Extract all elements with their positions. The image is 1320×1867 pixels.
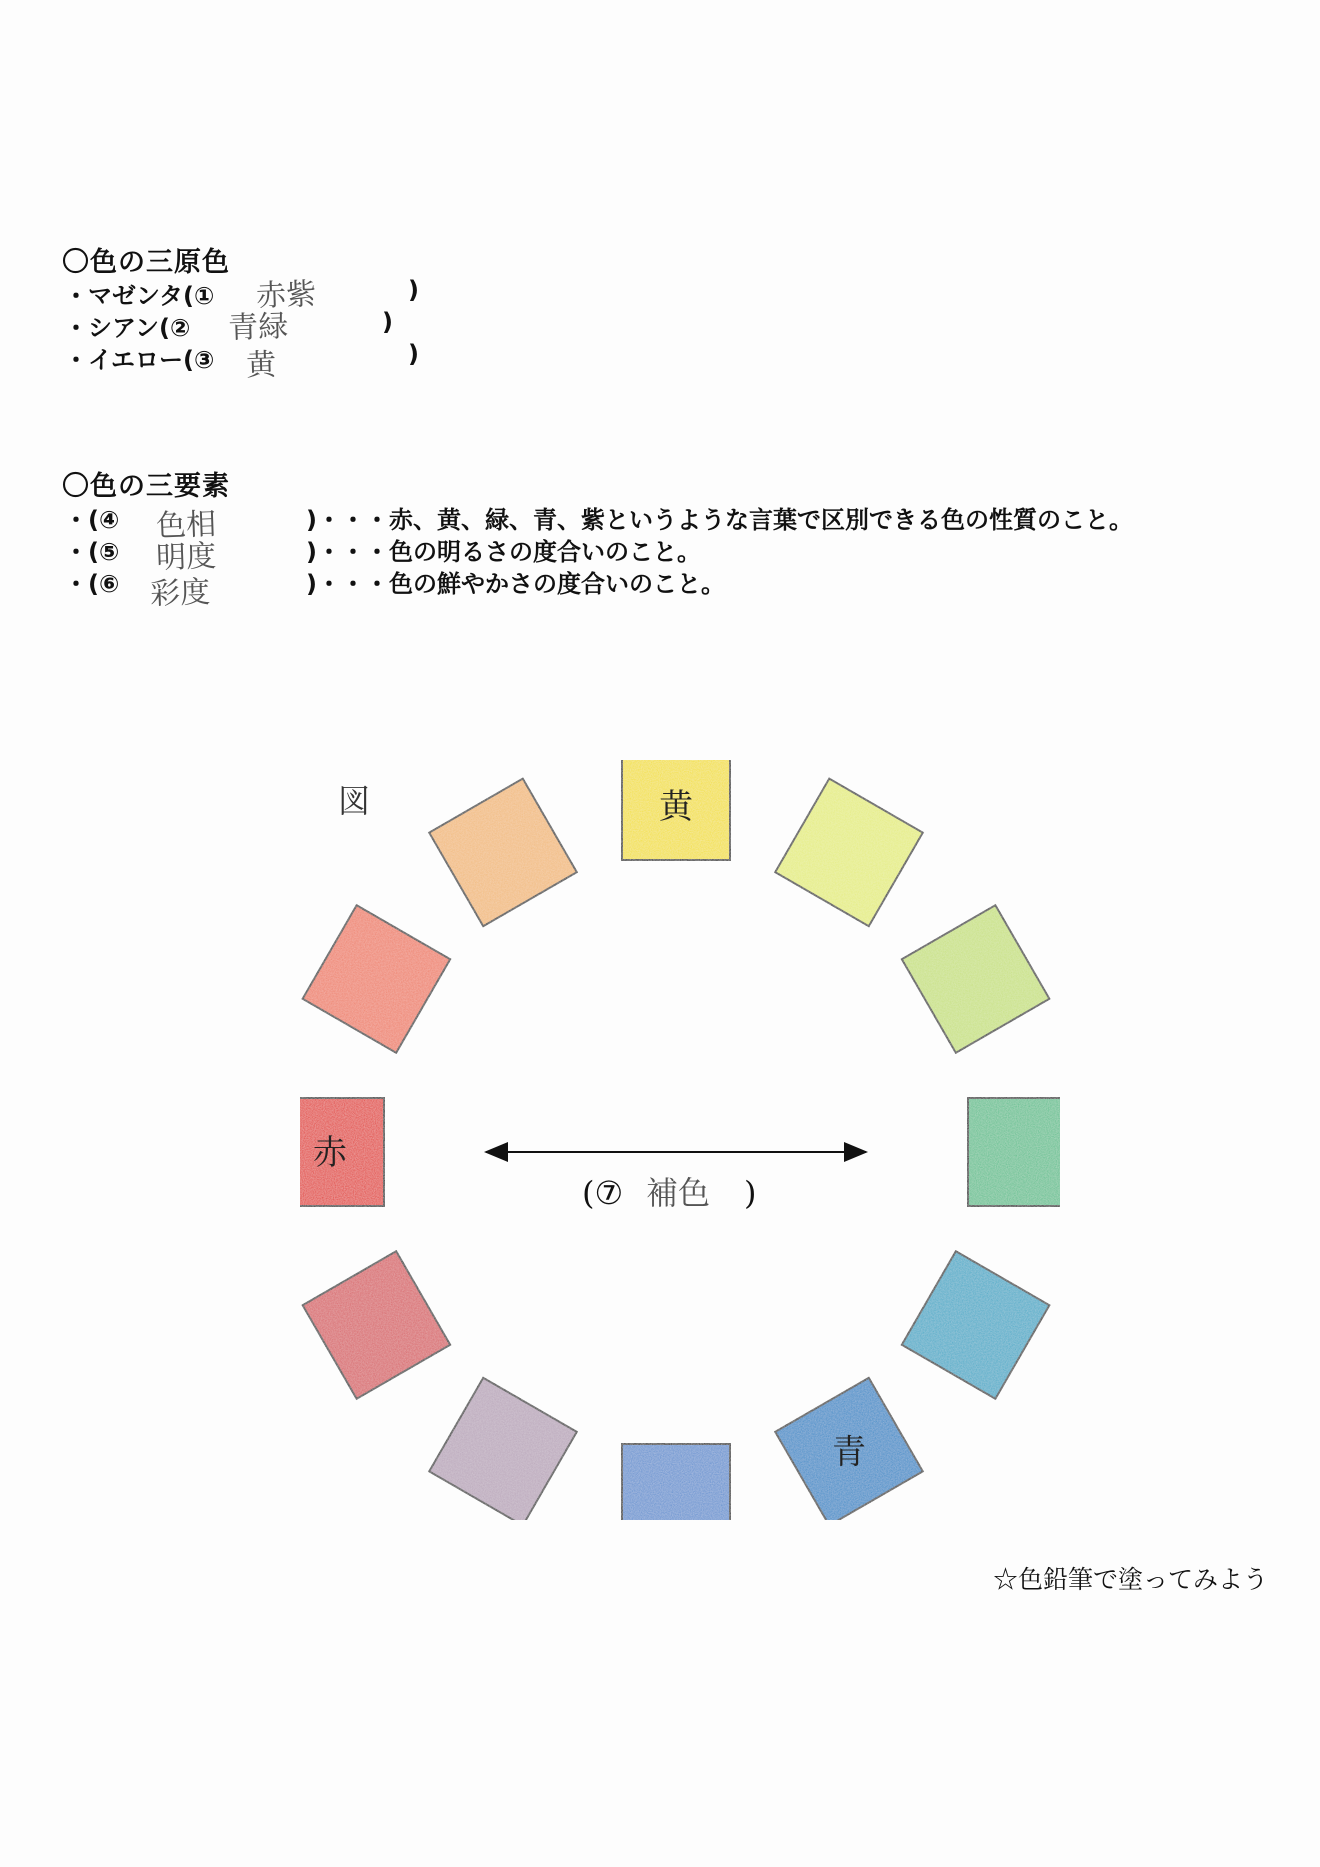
complement-answer: 補色 (646, 1174, 711, 1212)
element-item-2-definition: )・・・色の明るさの度合いのこと。 (306, 538, 701, 566)
swatch-red-orange (301, 904, 451, 1054)
swatch-yellow-label: 黄 (659, 787, 693, 827)
figure-label: 図 (338, 782, 371, 820)
swatch-yellow (621, 760, 731, 861)
primary-item-1-answer: 赤紫 (255, 276, 317, 315)
primary-item-2-close: ) (382, 308, 393, 336)
element-item-3-label: ・(⑥ (64, 570, 120, 598)
swatch-violet-fill (428, 1376, 578, 1520)
swatch-yellow-green (900, 904, 1050, 1054)
swatch-red-label: 赤 (313, 1133, 347, 1173)
element-item-2-label: ・(⑤ (64, 538, 120, 566)
primary-item-2-answer: 青緑 (227, 308, 289, 347)
complement-close: ) (744, 1174, 757, 1212)
complement-open: (⑦ (582, 1174, 624, 1212)
element-item-3-answer: 彩度 (149, 574, 211, 613)
primary-item-1-label: ・マゼンタ(① (64, 282, 215, 310)
element-item-3-definition: )・・・色の鮮やかさの度合いのこと。 (306, 570, 725, 598)
primary-item-2-label: ・シアン(② (64, 314, 191, 342)
swatch-violet (428, 1376, 578, 1520)
element-item-1-definition: )・・・赤、黄、緑、青、紫というような言葉で区別できる色の性質のこと。 (306, 506, 1133, 534)
swatch-red-violet-fill (301, 1250, 451, 1400)
swatch-yellow-green-light-fill (774, 777, 924, 927)
swatch-yellow-green-light (774, 777, 924, 927)
swatch-blue (774, 1376, 924, 1520)
coloring-note: ☆色鉛筆で塗ってみよう (992, 1565, 1268, 1594)
primaries-heading: 〇色の三原色 (62, 247, 230, 278)
swatch-orange-fill (428, 777, 578, 927)
primary-item-3-label: ・イエロー(③ (64, 346, 215, 374)
swatch-group (300, 760, 1060, 1520)
swatch-red (300, 1097, 385, 1207)
swatch-blue-violet-fill (621, 1443, 731, 1520)
primary-item-1-close: ) (408, 276, 419, 304)
swatch-yellow-green-fill (900, 904, 1050, 1054)
color-wheel (300, 760, 1060, 1520)
swatch-blue-label: 青 (832, 1432, 866, 1473)
swatch-green (967, 1097, 1060, 1207)
swatch-red-orange-fill (301, 904, 451, 1054)
swatch-orange (428, 777, 578, 927)
swatch-red-violet (301, 1250, 451, 1400)
element-item-2-answer: 明度 (155, 538, 217, 577)
swatch-green-fill (967, 1097, 1060, 1207)
element-item-1-label: ・(④ (64, 506, 120, 534)
primary-item-3-answer: 黄 (245, 347, 277, 384)
elements-heading: 〇色の三要素 (62, 471, 230, 502)
element-item-1-answer: 色相 (155, 506, 217, 545)
swatch-blue-violet (621, 1443, 731, 1520)
primary-item-3-close: ) (408, 340, 419, 368)
swatch-blue-green-fill (900, 1250, 1050, 1400)
swatch-blue-green (900, 1250, 1050, 1400)
